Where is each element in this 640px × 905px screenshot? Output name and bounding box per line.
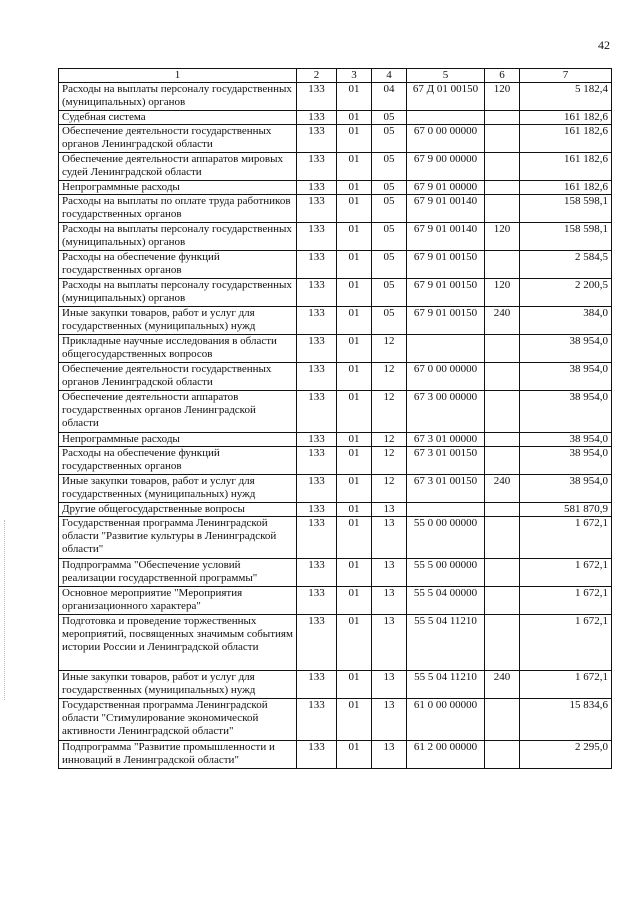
- cell-sum: 5 182,4: [520, 83, 612, 111]
- cell-ved: 133: [297, 447, 337, 475]
- cell-rz: 01: [337, 251, 372, 279]
- cell-sum: 38 954,0: [520, 475, 612, 503]
- cell-ved: 133: [297, 699, 337, 741]
- cell-csr: 67 3 00 00000: [407, 391, 485, 433]
- col-header-ved: 2: [297, 69, 337, 83]
- cell-sum: 2 295,0: [520, 741, 612, 769]
- cell-csr: [407, 503, 485, 517]
- cell-vr: [485, 111, 520, 125]
- cell-pr: 13: [372, 671, 407, 699]
- cell-csr: 67 3 01 00150: [407, 447, 485, 475]
- cell-rz: 01: [337, 559, 372, 587]
- table-row: [59, 447, 612, 475]
- table-row: [59, 433, 612, 447]
- cell-name: Прикладные научные исследования в области общегосударственных вопросов: [59, 335, 297, 363]
- col-header-pr: 4: [372, 69, 407, 83]
- cell-ved: 133: [297, 671, 337, 699]
- cell-csr: 55 0 00 00000: [407, 517, 485, 559]
- cell-csr: 67 3 01 00150: [407, 475, 485, 503]
- cell-ved: 133: [297, 251, 337, 279]
- cell-name: Расходы на выплаты персоналу государственных (муниципальных) органов: [59, 279, 297, 307]
- table-row: [59, 251, 612, 279]
- table-row: [59, 335, 612, 363]
- cell-rz: 01: [337, 307, 372, 335]
- table-row: [59, 517, 612, 559]
- cell-name: Расходы на выплаты персоналу государственных (муниципальных) органов: [59, 223, 297, 251]
- cell-vr: [485, 741, 520, 769]
- cell-ved: 133: [297, 223, 337, 251]
- cell-vr: 120: [485, 223, 520, 251]
- page-number: 42: [598, 38, 610, 52]
- cell-name: Подготовка и проведение торжественных мероприятий, посвященных значимым событиям истории России и Ленинградской области: [59, 615, 297, 671]
- cell-rz: 01: [337, 125, 372, 153]
- table-row: [59, 671, 612, 699]
- cell-ved: 133: [297, 517, 337, 559]
- table-row: [59, 307, 612, 335]
- cell-csr: 55 5 04 00000: [407, 587, 485, 615]
- cell-csr: 67 9 01 00000: [407, 181, 485, 195]
- cell-ved: 133: [297, 741, 337, 769]
- cell-vr: [485, 517, 520, 559]
- cell-ved: 133: [297, 153, 337, 181]
- cell-sum: 38 954,0: [520, 447, 612, 475]
- cell-ved: 133: [297, 503, 337, 517]
- cell-name: Иные закупки товаров, работ и услуг для государственных (муниципальных) нужд: [59, 307, 297, 335]
- cell-pr: 05: [372, 195, 407, 223]
- cell-pr: 12: [372, 447, 407, 475]
- cell-csr: 67 9 01 00150: [407, 307, 485, 335]
- cell-sum: 161 182,6: [520, 111, 612, 125]
- cell-sum: 2 584,5: [520, 251, 612, 279]
- cell-name: Непрограммные расходы: [59, 181, 297, 195]
- cell-csr: 67 9 00 00000: [407, 153, 485, 181]
- header-row: [59, 69, 612, 83]
- table-row: [59, 741, 612, 769]
- cell-ved: 133: [297, 279, 337, 307]
- cell-vr: 240: [485, 475, 520, 503]
- cell-vr: [485, 559, 520, 587]
- table-row: [59, 181, 612, 195]
- cell-csr: 67 0 00 00000: [407, 363, 485, 391]
- cell-pr: 13: [372, 741, 407, 769]
- cell-ved: 133: [297, 111, 337, 125]
- table-row: [59, 125, 612, 153]
- cell-pr: 13: [372, 503, 407, 517]
- table-row: [59, 111, 612, 125]
- cell-csr: 55 5 04 11210: [407, 671, 485, 699]
- cell-vr: 240: [485, 671, 520, 699]
- cell-ved: 133: [297, 181, 337, 195]
- cell-rz: 01: [337, 83, 372, 111]
- cell-csr: [407, 335, 485, 363]
- cell-name: Обеспечение деятельности государственных органов Ленинградской области: [59, 125, 297, 153]
- cell-ved: 133: [297, 307, 337, 335]
- cell-pr: 12: [372, 475, 407, 503]
- cell-sum: 158 598,1: [520, 195, 612, 223]
- cell-csr: 61 2 00 00000: [407, 741, 485, 769]
- cell-sum: 384,0: [520, 307, 612, 335]
- cell-csr: 67 0 00 00000: [407, 125, 485, 153]
- cell-pr: 05: [372, 125, 407, 153]
- table-row: [59, 83, 612, 111]
- cell-pr: 04: [372, 83, 407, 111]
- cell-rz: 01: [337, 741, 372, 769]
- cell-pr: 12: [372, 391, 407, 433]
- cell-csr: 67 9 01 00140: [407, 195, 485, 223]
- budget-table: [58, 68, 612, 769]
- cell-sum: 161 182,6: [520, 181, 612, 195]
- cell-rz: 01: [337, 503, 372, 517]
- cell-name: Иные закупки товаров, работ и услуг для государственных (муниципальных) нужд: [59, 475, 297, 503]
- cell-sum: 581 870,9: [520, 503, 612, 517]
- cell-name: Расходы на обеспечение функций государственных органов: [59, 447, 297, 475]
- cell-vr: [485, 699, 520, 741]
- cell-ved: 133: [297, 363, 337, 391]
- col-header-csr: 5: [407, 69, 485, 83]
- cell-name: Расходы на выплаты по оплате труда работников государственных органов: [59, 195, 297, 223]
- cell-pr: 05: [372, 307, 407, 335]
- cell-rz: 01: [337, 671, 372, 699]
- cell-name: Подпрограмма "Развитие промышленности и инноваций в Ленинградской области": [59, 741, 297, 769]
- cell-name: Расходы на обеспечение функций государственных органов: [59, 251, 297, 279]
- cell-rz: 01: [337, 391, 372, 433]
- cell-sum: 158 598,1: [520, 223, 612, 251]
- cell-pr: 05: [372, 223, 407, 251]
- cell-vr: [485, 195, 520, 223]
- cell-pr: 05: [372, 153, 407, 181]
- cell-name: Расходы на выплаты персоналу государственных (муниципальных) органов: [59, 83, 297, 111]
- table-row: [59, 391, 612, 433]
- cell-name: Государственная программа Ленинградской области "Развитие культуры в Ленинградской области": [59, 517, 297, 559]
- cell-vr: [485, 125, 520, 153]
- cell-pr: 05: [372, 279, 407, 307]
- cell-pr: 13: [372, 559, 407, 587]
- cell-sum: 1 672,1: [520, 671, 612, 699]
- cell-sum: 161 182,6: [520, 153, 612, 181]
- table-row: [59, 153, 612, 181]
- cell-rz: 01: [337, 335, 372, 363]
- cell-rz: 01: [337, 433, 372, 447]
- cell-name: Непрограммные расходы: [59, 433, 297, 447]
- cell-vr: 240: [485, 307, 520, 335]
- cell-rz: 01: [337, 699, 372, 741]
- table-row: [59, 363, 612, 391]
- scan-edge-mark: [4, 520, 7, 700]
- cell-sum: 161 182,6: [520, 125, 612, 153]
- cell-sum: 2 200,5: [520, 279, 612, 307]
- cell-vr: 120: [485, 83, 520, 111]
- cell-rz: 01: [337, 587, 372, 615]
- cell-pr: 05: [372, 251, 407, 279]
- cell-ved: 133: [297, 587, 337, 615]
- table-row: [59, 279, 612, 307]
- cell-rz: 01: [337, 447, 372, 475]
- cell-rz: 01: [337, 223, 372, 251]
- cell-pr: 13: [372, 615, 407, 671]
- cell-rz: 01: [337, 363, 372, 391]
- cell-name: Основное мероприятие "Мероприятия организационного характера": [59, 587, 297, 615]
- cell-name: Иные закупки товаров, работ и услуг для государственных (муниципальных) нужд: [59, 671, 297, 699]
- cell-ved: 133: [297, 433, 337, 447]
- cell-rz: 01: [337, 181, 372, 195]
- cell-pr: 12: [372, 433, 407, 447]
- cell-ved: 133: [297, 391, 337, 433]
- cell-sum: 1 672,1: [520, 559, 612, 587]
- cell-vr: [485, 587, 520, 615]
- table-row: [59, 699, 612, 741]
- cell-sum: 15 834,6: [520, 699, 612, 741]
- cell-csr: 67 9 01 00140: [407, 223, 485, 251]
- table-row: [59, 559, 612, 587]
- cell-sum: 1 672,1: [520, 615, 612, 671]
- cell-sum: 1 672,1: [520, 517, 612, 559]
- cell-vr: [485, 503, 520, 517]
- cell-pr: 12: [372, 363, 407, 391]
- table-row: [59, 503, 612, 517]
- cell-vr: 120: [485, 279, 520, 307]
- cell-rz: 01: [337, 475, 372, 503]
- cell-vr: [485, 433, 520, 447]
- cell-sum: 38 954,0: [520, 391, 612, 433]
- cell-csr: 67 9 01 00150: [407, 251, 485, 279]
- cell-rz: 01: [337, 615, 372, 671]
- table-row: [59, 475, 612, 503]
- cell-rz: 01: [337, 517, 372, 559]
- cell-csr: [407, 111, 485, 125]
- cell-ved: 133: [297, 615, 337, 671]
- cell-rz: 01: [337, 111, 372, 125]
- cell-csr: 61 0 00 00000: [407, 699, 485, 741]
- cell-vr: [485, 363, 520, 391]
- col-header-vr: 6: [485, 69, 520, 83]
- cell-csr: 67 9 01 00150: [407, 279, 485, 307]
- cell-pr: 13: [372, 517, 407, 559]
- cell-csr: 55 5 00 00000: [407, 559, 485, 587]
- cell-vr: [485, 391, 520, 433]
- table-row: [59, 615, 612, 671]
- cell-ved: 133: [297, 335, 337, 363]
- cell-sum: 38 954,0: [520, 433, 612, 447]
- cell-vr: [485, 251, 520, 279]
- cell-pr: 05: [372, 181, 407, 195]
- cell-rz: 01: [337, 153, 372, 181]
- cell-ved: 133: [297, 559, 337, 587]
- cell-pr: 05: [372, 111, 407, 125]
- table-row: [59, 587, 612, 615]
- cell-rz: 01: [337, 279, 372, 307]
- cell-name: Судебная система: [59, 111, 297, 125]
- cell-sum: 1 672,1: [520, 587, 612, 615]
- cell-ved: 133: [297, 475, 337, 503]
- cell-name: Обеспечение деятельности аппаратов мировых судей Ленинградской области: [59, 153, 297, 181]
- cell-vr: [485, 153, 520, 181]
- col-header-sum: 7: [520, 69, 612, 83]
- cell-pr: 12: [372, 335, 407, 363]
- table-row: [59, 223, 612, 251]
- cell-vr: [485, 615, 520, 671]
- cell-csr: 67 Д 01 00150: [407, 83, 485, 111]
- col-header-rz: 3: [337, 69, 372, 83]
- cell-name: Обеспечение деятельности государственных органов Ленинградской области: [59, 363, 297, 391]
- cell-csr: 55 5 04 11210: [407, 615, 485, 671]
- col-header-name: 1: [59, 69, 297, 83]
- cell-vr: [485, 181, 520, 195]
- cell-ved: 133: [297, 83, 337, 111]
- cell-name: Другие общегосударственные вопросы: [59, 503, 297, 517]
- cell-rz: 01: [337, 195, 372, 223]
- cell-name: Государственная программа Ленинградской области "Стимулирование экономической активности Ленинградской области": [59, 699, 297, 741]
- cell-pr: 13: [372, 699, 407, 741]
- table-row: [59, 195, 612, 223]
- cell-csr: 67 3 01 00000: [407, 433, 485, 447]
- cell-ved: 133: [297, 195, 337, 223]
- cell-name: Обеспечение деятельности аппаратов государственных органов Ленинградской области: [59, 391, 297, 433]
- cell-vr: [485, 447, 520, 475]
- cell-sum: 38 954,0: [520, 335, 612, 363]
- cell-ved: 133: [297, 125, 337, 153]
- cell-vr: [485, 335, 520, 363]
- cell-pr: 13: [372, 587, 407, 615]
- cell-sum: 38 954,0: [520, 363, 612, 391]
- cell-name: Подпрограмма "Обеспечение условий реализации государственной программы": [59, 559, 297, 587]
